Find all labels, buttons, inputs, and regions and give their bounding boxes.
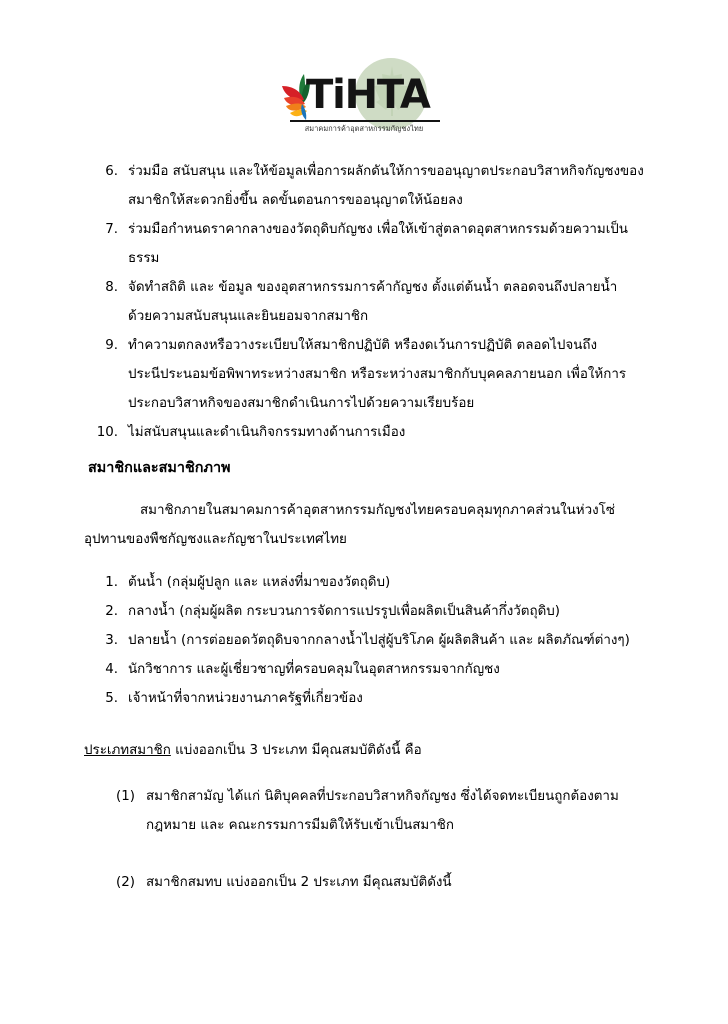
list-item xyxy=(116,868,644,897)
list-item xyxy=(84,684,644,713)
logo-container xyxy=(278,58,450,142)
list-item-number: 4. xyxy=(105,662,118,677)
list-item-number: (1) xyxy=(116,789,135,804)
list-item xyxy=(84,655,644,684)
list-item xyxy=(84,215,644,273)
list-item-number: (2) xyxy=(116,875,135,890)
member-types-list xyxy=(116,782,644,897)
list-item-text: สมาชิกสมทบ แบ่งออกเป็น 2 ประเภท มีคุณสมบัติดังนี้ xyxy=(146,875,452,890)
list-item-number: 6. xyxy=(105,164,118,179)
list-item-text: ทำความตกลงหรือวางระเบียบให้สมาชิกปฏิบัติ หรืองดเว้นการปฏิบัติ ตลอดไปจนถึงประนีประนอมข้อพิพาทระหว่างสมาชิก หรือระหว่างสมาชิกกับบุคคลภายนอก เพื่อให้การประกอบวิสาหกิจของสมาชิกดำเนินการไปด้วยความเรียบร้อย xyxy=(128,338,627,411)
list-item-number: 7. xyxy=(105,222,118,237)
list-item-text: ร่วมมือ สนับสนุน และให้ข้อมูลเพื่อการผลักดันให้การขออนุญาตประกอบวิสาหกิจกัญชงของสมาชิกให้สะดวกยิ่งขึ้น ลดขั้นตอนการขออนุญาตให้น้อยลง xyxy=(128,164,644,208)
list-item-number: 3. xyxy=(105,633,118,648)
list-item xyxy=(84,157,644,215)
list-item xyxy=(116,782,644,840)
member-types-lead-underlined: ประเภทสมาชิก xyxy=(84,743,171,758)
list-item xyxy=(84,273,644,331)
list-item xyxy=(84,626,644,655)
membership-intro-paragraph: สมาชิกภายในสมาคมการค้าอุตสาหกรรมกัญชงไทยครอบคลุมทุกภาคส่วนในห่วงโซ่อุปทานของพืชกัญชงและกัญชาในประเทศไทย xyxy=(84,503,615,547)
list-item-text: ไม่สนับสนุนและดำเนินกิจกรรมทางด้านการเมือง xyxy=(128,425,406,440)
list-item-text: กลางน้ำ (กลุ่มผู้ผลิต กระบวนการจัดการแปรรูปเพื่อผลิตเป็นสินค้ากึ่งวัตถุดิบ) xyxy=(128,604,560,619)
logo-divider-rule xyxy=(290,120,440,122)
supply-chain-list xyxy=(84,568,644,713)
list-item-number: 9. xyxy=(105,338,118,353)
organization-logo xyxy=(0,58,728,142)
logo-wordmark xyxy=(306,73,450,117)
list-item xyxy=(84,331,644,418)
section-heading-membership: สมาชิกและสมาชิกภาพ xyxy=(88,460,231,476)
list-item-text: สมาชิกสามัญ ได้แก่ นิติบุคคลที่ประกอบวิสาหกิจกัญชง ซึ่งได้จดทะเบียนถูกต้องตามกฎหมาย และ คณะกรรมการมีมติให้รับเข้าเป็นสมาชิก xyxy=(146,789,619,833)
list-item xyxy=(84,568,644,597)
list-item-number: 10. xyxy=(96,425,118,440)
list-item-text: นักวิชาการ และผู้เชี่ยวชาญที่ครอบคลุมในอุตสาหกรรมจากกัญชง xyxy=(128,662,500,677)
member-types-lead-rest: แบ่งออกเป็น 3 ประเภท มีคุณสมบัติดังนี้ คือ xyxy=(170,743,422,758)
list-item-number: 8. xyxy=(105,280,118,295)
list-item-text: ต้นน้ำ (กลุ่มผู้ปลูก และ แหล่งที่มาของวัตถุดิบ) xyxy=(128,575,391,590)
list-item-text: ปลายน้ำ (การต่อยอดวัตถุดิบจากกลางน้ำไปสู่ผู้บริโภค ผู้ผลิตสินค้า และ ผลิตภัณฑ์ต่างๆ) xyxy=(128,633,630,648)
logo-wordmark-text: TiHTA xyxy=(306,72,430,118)
list-item-text: จัดทำสถิติ และ ข้อมูล ของอุตสาหกรรมการค้ากัญชง ตั้งแต่ต้นน้ำ ตลอดจนถึงปลายน้ำ ด้วยความสนับสนุนและยินยอมจากสมาชิก xyxy=(128,280,618,324)
list-item-number: 2. xyxy=(105,604,118,619)
member-types-lead xyxy=(84,736,644,765)
list-item-number: 1. xyxy=(105,575,118,590)
objectives-list xyxy=(84,157,644,447)
list-item-text: เจ้าหน้าที่จากหน่วยงานภาครัฐที่เกี่ยวข้อง xyxy=(128,691,363,706)
list-item-text: ร่วมมือกำหนดราคากลางของวัตถุดิบกัญชง เพื่อให้เข้าสู่ตลาดอุตสาหกรรมด้วยความเป็นธรรม xyxy=(128,222,628,266)
list-item xyxy=(84,418,644,447)
list-item-number: 5. xyxy=(105,691,118,706)
logo-subtitle: สมาคมการค้าอุตสาหกรรมกัญชงไทย xyxy=(304,124,424,133)
list-item xyxy=(84,597,644,626)
